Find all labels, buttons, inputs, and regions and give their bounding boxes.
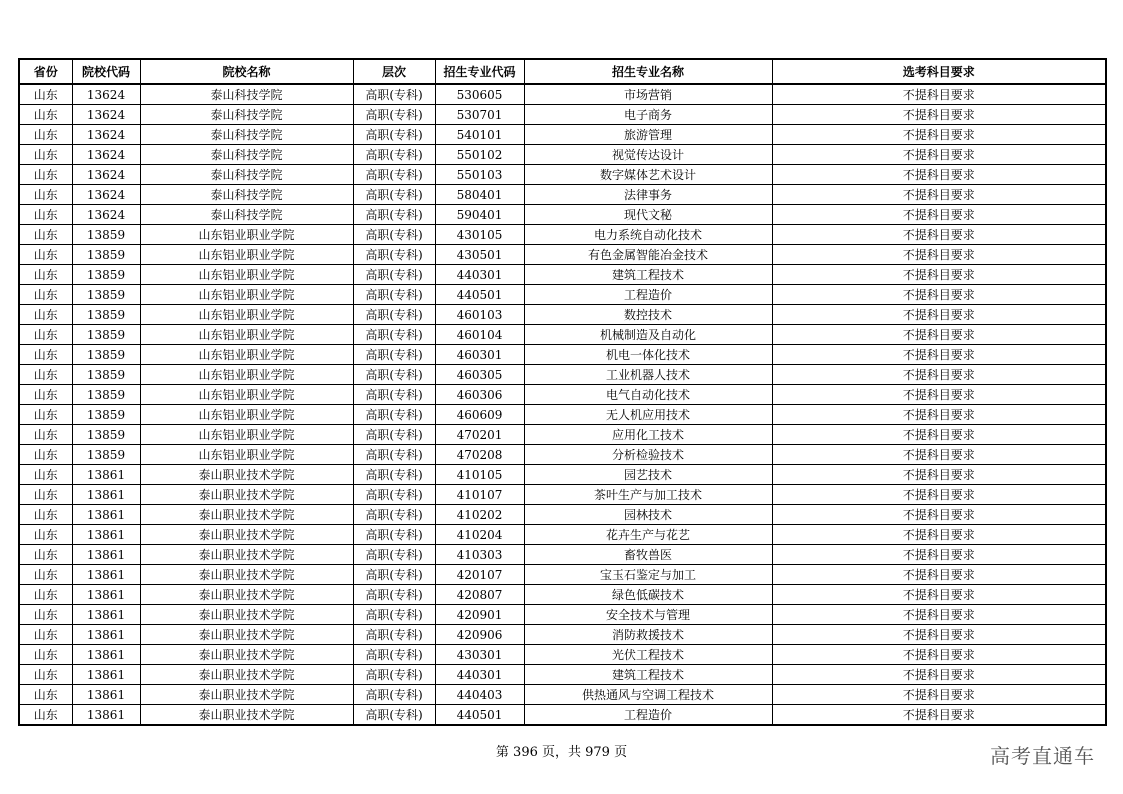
cell-level: 高职(专科) — [353, 84, 435, 105]
cell-school-name: 山东铝业职业学院 — [140, 365, 353, 385]
cell-school-name: 泰山职业技术学院 — [140, 505, 353, 525]
cell-province: 山东 — [19, 645, 72, 665]
table-row — [19, 685, 1106, 705]
cell-province: 山东 — [19, 265, 72, 285]
cell-subject-requirement: 不提科目要求 — [772, 625, 1106, 645]
header-level: 层次 — [353, 59, 435, 84]
table-row — [19, 565, 1106, 585]
cell-subject-requirement: 不提科目要求 — [772, 145, 1106, 165]
table-row — [19, 485, 1106, 505]
table-row — [19, 185, 1106, 205]
table-row — [19, 325, 1106, 345]
cell-school-name: 泰山职业技术学院 — [140, 525, 353, 545]
cell-level: 高职(专科) — [353, 285, 435, 305]
cell-major-name: 工业机器人技术 — [524, 365, 772, 385]
table-row — [19, 285, 1106, 305]
cell-school-code: 13861 — [72, 645, 140, 665]
cell-level: 高职(专科) — [353, 625, 435, 645]
cell-major-name: 建筑工程技术 — [524, 665, 772, 685]
cell-major-code: 590401 — [435, 205, 524, 225]
cell-major-code: 460305 — [435, 365, 524, 385]
cell-major-code: 420906 — [435, 625, 524, 645]
cell-school-name: 泰山科技学院 — [140, 125, 353, 145]
cell-province: 山东 — [19, 685, 72, 705]
cell-major-name: 旅游管理 — [524, 125, 772, 145]
cell-school-name: 泰山职业技术学院 — [140, 625, 353, 645]
cell-level: 高职(专科) — [353, 225, 435, 245]
cell-subject-requirement: 不提科目要求 — [772, 565, 1106, 585]
cell-school-code: 13859 — [72, 445, 140, 465]
cell-major-name: 机械制造及自动化 — [524, 325, 772, 345]
cell-major-code: 440501 — [435, 285, 524, 305]
cell-school-code: 13624 — [72, 125, 140, 145]
cell-province: 山东 — [19, 605, 72, 625]
cell-school-code: 13861 — [72, 565, 140, 585]
cell-major-name: 茶叶生产与加工技术 — [524, 485, 772, 505]
cell-subject-requirement: 不提科目要求 — [772, 285, 1106, 305]
cell-level: 高职(专科) — [353, 125, 435, 145]
table-row — [19, 625, 1106, 645]
cell-subject-requirement: 不提科目要求 — [772, 245, 1106, 265]
cell-major-code: 530605 — [435, 84, 524, 105]
cell-subject-requirement: 不提科目要求 — [772, 665, 1106, 685]
cell-school-code: 13861 — [72, 665, 140, 685]
cell-major-code: 420807 — [435, 585, 524, 605]
cell-subject-requirement: 不提科目要求 — [772, 425, 1106, 445]
header-school-code: 院校代码 — [72, 59, 140, 84]
cell-level: 高职(专科) — [353, 705, 435, 726]
table-row — [19, 665, 1106, 685]
table-row — [19, 345, 1106, 365]
table-body — [19, 84, 1106, 725]
cell-school-code: 13859 — [72, 345, 140, 365]
page-number: 第 396 页，共 979 页 — [495, 745, 628, 760]
cell-major-code: 460103 — [435, 305, 524, 325]
cell-level: 高职(专科) — [353, 105, 435, 125]
cell-major-code: 410105 — [435, 465, 524, 485]
cell-school-code: 13859 — [72, 405, 140, 425]
header-school-name: 院校名称 — [140, 59, 353, 84]
cell-level: 高职(专科) — [353, 605, 435, 625]
cell-major-code: 430301 — [435, 645, 524, 665]
cell-level: 高职(专科) — [353, 265, 435, 285]
cell-school-name: 山东铝业职业学院 — [140, 345, 353, 365]
cell-major-name: 分析检验技术 — [524, 445, 772, 465]
cell-school-code: 13859 — [72, 285, 140, 305]
cell-level: 高职(专科) — [353, 405, 435, 425]
cell-school-name: 泰山职业技术学院 — [140, 665, 353, 685]
cell-school-code: 13859 — [72, 365, 140, 385]
cell-province: 山东 — [19, 365, 72, 385]
cell-major-name: 宝玉石鉴定与加工 — [524, 565, 772, 585]
cell-major-name: 园林技术 — [524, 505, 772, 525]
cell-major-code: 530701 — [435, 105, 524, 125]
cell-province: 山东 — [19, 305, 72, 325]
cell-major-name: 数控技术 — [524, 305, 772, 325]
cell-school-code: 13859 — [72, 385, 140, 405]
cell-subject-requirement: 不提科目要求 — [772, 525, 1106, 545]
cell-school-code: 13859 — [72, 225, 140, 245]
cell-province: 山东 — [19, 345, 72, 365]
cell-school-code: 13624 — [72, 84, 140, 105]
cell-school-name: 泰山职业技术学院 — [140, 485, 353, 505]
cell-school-code: 13861 — [72, 705, 140, 726]
cell-subject-requirement: 不提科目要求 — [772, 505, 1106, 525]
header-province: 省份 — [19, 59, 72, 84]
cell-school-code: 13859 — [72, 425, 140, 445]
cell-major-code: 410202 — [435, 505, 524, 525]
admission-table — [18, 58, 1107, 726]
cell-subject-requirement: 不提科目要求 — [772, 365, 1106, 385]
cell-major-code: 430501 — [435, 245, 524, 265]
cell-major-name: 建筑工程技术 — [524, 265, 772, 285]
cell-subject-requirement: 不提科目要求 — [772, 645, 1106, 665]
cell-province: 山东 — [19, 145, 72, 165]
cell-province: 山东 — [19, 225, 72, 245]
cell-subject-requirement: 不提科目要求 — [772, 485, 1106, 505]
cell-province: 山东 — [19, 465, 72, 485]
cell-major-name: 现代文秘 — [524, 205, 772, 225]
cell-school-name: 山东铝业职业学院 — [140, 265, 353, 285]
cell-level: 高职(专科) — [353, 245, 435, 265]
cell-province: 山东 — [19, 325, 72, 345]
cell-major-name: 电力系统自动化技术 — [524, 225, 772, 245]
cell-level: 高职(专科) — [353, 185, 435, 205]
cell-level: 高职(专科) — [353, 685, 435, 705]
table-row — [19, 645, 1106, 665]
watermark-logo: 高考直通车 — [990, 744, 1095, 768]
cell-school-code: 13859 — [72, 265, 140, 285]
cell-major-code: 440301 — [435, 665, 524, 685]
table-row — [19, 365, 1106, 385]
cell-level: 高职(专科) — [353, 345, 435, 365]
cell-major-code: 540101 — [435, 125, 524, 145]
cell-province: 山东 — [19, 285, 72, 305]
cell-subject-requirement: 不提科目要求 — [772, 165, 1106, 185]
cell-school-name: 泰山职业技术学院 — [140, 585, 353, 605]
table-row — [19, 265, 1106, 285]
cell-major-name: 光伏工程技术 — [524, 645, 772, 665]
cell-major-code: 460301 — [435, 345, 524, 365]
cell-province: 山东 — [19, 185, 72, 205]
cell-level: 高职(专科) — [353, 305, 435, 325]
cell-subject-requirement: 不提科目要求 — [772, 105, 1106, 125]
cell-level: 高职(专科) — [353, 205, 435, 225]
cell-school-name: 山东铝业职业学院 — [140, 245, 353, 265]
cell-level: 高职(专科) — [353, 665, 435, 685]
cell-major-code: 440403 — [435, 685, 524, 705]
cell-school-code: 13624 — [72, 105, 140, 125]
cell-subject-requirement: 不提科目要求 — [772, 345, 1106, 365]
cell-major-name: 工程造价 — [524, 705, 772, 726]
cell-level: 高职(专科) — [353, 585, 435, 605]
cell-major-name: 绿色低碳技术 — [524, 585, 772, 605]
cell-province: 山东 — [19, 525, 72, 545]
table-row — [19, 445, 1106, 465]
cell-school-code: 13624 — [72, 145, 140, 165]
cell-province: 山东 — [19, 84, 72, 105]
cell-major-code: 410204 — [435, 525, 524, 545]
cell-major-name: 消防救援技术 — [524, 625, 772, 645]
cell-subject-requirement: 不提科目要求 — [772, 585, 1106, 605]
cell-school-name: 山东铝业职业学院 — [140, 305, 353, 325]
table-row — [19, 525, 1106, 545]
cell-subject-requirement: 不提科目要求 — [772, 185, 1106, 205]
cell-major-name: 机电一体化技术 — [524, 345, 772, 365]
table-row — [19, 505, 1106, 525]
cell-major-code: 410303 — [435, 545, 524, 565]
cell-major-code: 550103 — [435, 165, 524, 185]
cell-school-name: 泰山科技学院 — [140, 105, 353, 125]
table-row — [19, 125, 1106, 145]
cell-major-code: 410107 — [435, 485, 524, 505]
cell-major-code: 580401 — [435, 185, 524, 205]
cell-school-code: 13859 — [72, 305, 140, 325]
cell-subject-requirement: 不提科目要求 — [772, 405, 1106, 425]
cell-school-code: 13861 — [72, 505, 140, 525]
cell-level: 高职(专科) — [353, 165, 435, 185]
cell-major-code: 460306 — [435, 385, 524, 405]
table-row — [19, 545, 1106, 565]
cell-major-code: 440301 — [435, 265, 524, 285]
cell-province: 山东 — [19, 125, 72, 145]
cell-province: 山东 — [19, 425, 72, 445]
cell-school-name: 山东铝业职业学院 — [140, 385, 353, 405]
cell-school-code: 13861 — [72, 525, 140, 545]
cell-major-name: 无人机应用技术 — [524, 405, 772, 425]
cell-subject-requirement: 不提科目要求 — [772, 265, 1106, 285]
cell-province: 山东 — [19, 445, 72, 465]
cell-major-code: 430105 — [435, 225, 524, 245]
cell-school-name: 泰山职业技术学院 — [140, 565, 353, 585]
cell-subject-requirement: 不提科目要求 — [772, 225, 1106, 245]
cell-major-name: 数字媒体艺术设计 — [524, 165, 772, 185]
cell-major-code: 470201 — [435, 425, 524, 445]
cell-province: 山东 — [19, 165, 72, 185]
cell-major-name: 应用化工技术 — [524, 425, 772, 445]
cell-subject-requirement: 不提科目要求 — [772, 685, 1106, 705]
cell-major-name: 安全技术与管理 — [524, 605, 772, 625]
cell-school-name: 泰山科技学院 — [140, 165, 353, 185]
cell-level: 高职(专科) — [353, 505, 435, 525]
cell-major-name: 花卉生产与花艺 — [524, 525, 772, 545]
cell-province: 山东 — [19, 485, 72, 505]
cell-school-name: 泰山职业技术学院 — [140, 465, 353, 485]
cell-subject-requirement: 不提科目要求 — [772, 545, 1106, 565]
cell-subject-requirement: 不提科目要求 — [772, 125, 1106, 145]
cell-level: 高职(专科) — [353, 445, 435, 465]
table-header-row — [19, 59, 1106, 84]
cell-major-code: 550102 — [435, 145, 524, 165]
cell-province: 山东 — [19, 705, 72, 726]
cell-school-name: 泰山职业技术学院 — [140, 685, 353, 705]
cell-province: 山东 — [19, 625, 72, 645]
table-row — [19, 425, 1106, 445]
cell-province: 山东 — [19, 245, 72, 265]
cell-province: 山东 — [19, 205, 72, 225]
cell-level: 高职(专科) — [353, 385, 435, 405]
cell-school-name: 山东铝业职业学院 — [140, 405, 353, 425]
cell-level: 高职(专科) — [353, 365, 435, 385]
cell-school-code: 13861 — [72, 625, 140, 645]
cell-school-name: 泰山科技学院 — [140, 145, 353, 165]
cell-subject-requirement: 不提科目要求 — [772, 445, 1106, 465]
cell-subject-requirement: 不提科目要求 — [772, 84, 1106, 105]
cell-school-name: 山东铝业职业学院 — [140, 445, 353, 465]
cell-school-name: 泰山职业技术学院 — [140, 545, 353, 565]
table-row — [19, 585, 1106, 605]
table-row — [19, 84, 1106, 105]
cell-level: 高职(专科) — [353, 425, 435, 445]
cell-level: 高职(专科) — [353, 145, 435, 165]
cell-major-name: 电气自动化技术 — [524, 385, 772, 405]
cell-school-code: 13861 — [72, 685, 140, 705]
cell-province: 山东 — [19, 505, 72, 525]
cell-school-code: 13861 — [72, 465, 140, 485]
cell-school-name: 山东铝业职业学院 — [140, 285, 353, 305]
cell-major-name: 园艺技术 — [524, 465, 772, 485]
cell-school-name: 山东铝业职业学院 — [140, 225, 353, 245]
cell-school-name: 山东铝业职业学院 — [140, 425, 353, 445]
cell-subject-requirement: 不提科目要求 — [772, 605, 1106, 625]
cell-major-code: 460609 — [435, 405, 524, 425]
cell-province: 山东 — [19, 385, 72, 405]
table-row — [19, 165, 1106, 185]
cell-major-code: 460104 — [435, 325, 524, 345]
cell-school-code: 13624 — [72, 165, 140, 185]
cell-school-name: 泰山职业技术学院 — [140, 605, 353, 625]
cell-province: 山东 — [19, 405, 72, 425]
cell-school-name: 泰山科技学院 — [140, 84, 353, 105]
cell-subject-requirement: 不提科目要求 — [772, 385, 1106, 405]
cell-school-name: 泰山科技学院 — [140, 185, 353, 205]
cell-province: 山东 — [19, 545, 72, 565]
cell-school-code: 13624 — [72, 185, 140, 205]
cell-major-name: 有色金属智能冶金技术 — [524, 245, 772, 265]
cell-school-name: 泰山职业技术学院 — [140, 645, 353, 665]
cell-major-name: 市场营销 — [524, 84, 772, 105]
cell-province: 山东 — [19, 665, 72, 685]
cell-major-code: 420901 — [435, 605, 524, 625]
cell-major-name: 供热通风与空调工程技术 — [524, 685, 772, 705]
cell-school-name: 山东铝业职业学院 — [140, 325, 353, 345]
table-row — [19, 205, 1106, 225]
cell-subject-requirement: 不提科目要求 — [772, 705, 1106, 726]
cell-major-code: 420107 — [435, 565, 524, 585]
cell-level: 高职(专科) — [353, 645, 435, 665]
cell-school-code: 13861 — [72, 585, 140, 605]
table-row — [19, 245, 1106, 265]
table-row — [19, 605, 1106, 625]
cell-school-code: 13859 — [72, 245, 140, 265]
cell-school-code: 13624 — [72, 205, 140, 225]
cell-school-code: 13861 — [72, 545, 140, 565]
cell-major-name: 电子商务 — [524, 105, 772, 125]
cell-level: 高职(专科) — [353, 325, 435, 345]
cell-province: 山东 — [19, 565, 72, 585]
table-row — [19, 465, 1106, 485]
cell-subject-requirement: 不提科目要求 — [772, 205, 1106, 225]
cell-major-name: 工程造价 — [524, 285, 772, 305]
cell-school-code: 13861 — [72, 605, 140, 625]
cell-level: 高职(专科) — [353, 525, 435, 545]
cell-subject-requirement: 不提科目要求 — [772, 325, 1106, 345]
cell-province: 山东 — [19, 105, 72, 125]
header-subject-requirement: 选考科目要求 — [772, 59, 1106, 84]
cell-school-code: 13859 — [72, 325, 140, 345]
table-row — [19, 705, 1106, 726]
header-major-name: 招生专业名称 — [524, 59, 772, 84]
cell-major-name: 法律事务 — [524, 185, 772, 205]
table-row — [19, 305, 1106, 325]
cell-level: 高职(专科) — [353, 565, 435, 585]
cell-subject-requirement: 不提科目要求 — [772, 305, 1106, 325]
cell-major-code: 470208 — [435, 445, 524, 465]
cell-subject-requirement: 不提科目要求 — [772, 465, 1106, 485]
cell-province: 山东 — [19, 585, 72, 605]
cell-school-name: 泰山职业技术学院 — [140, 705, 353, 726]
header-major-code: 招生专业代码 — [435, 59, 524, 84]
table-row — [19, 145, 1106, 165]
cell-school-code: 13861 — [72, 485, 140, 505]
cell-school-name: 泰山科技学院 — [140, 205, 353, 225]
cell-level: 高职(专科) — [353, 545, 435, 565]
table-row — [19, 385, 1106, 405]
table-row — [19, 405, 1106, 425]
cell-major-code: 440501 — [435, 705, 524, 726]
cell-level: 高职(专科) — [353, 465, 435, 485]
cell-major-name: 畜牧兽医 — [524, 545, 772, 565]
cell-level: 高职(专科) — [353, 485, 435, 505]
cell-major-name: 视觉传达设计 — [524, 145, 772, 165]
table-row — [19, 225, 1106, 245]
table-row — [19, 105, 1106, 125]
